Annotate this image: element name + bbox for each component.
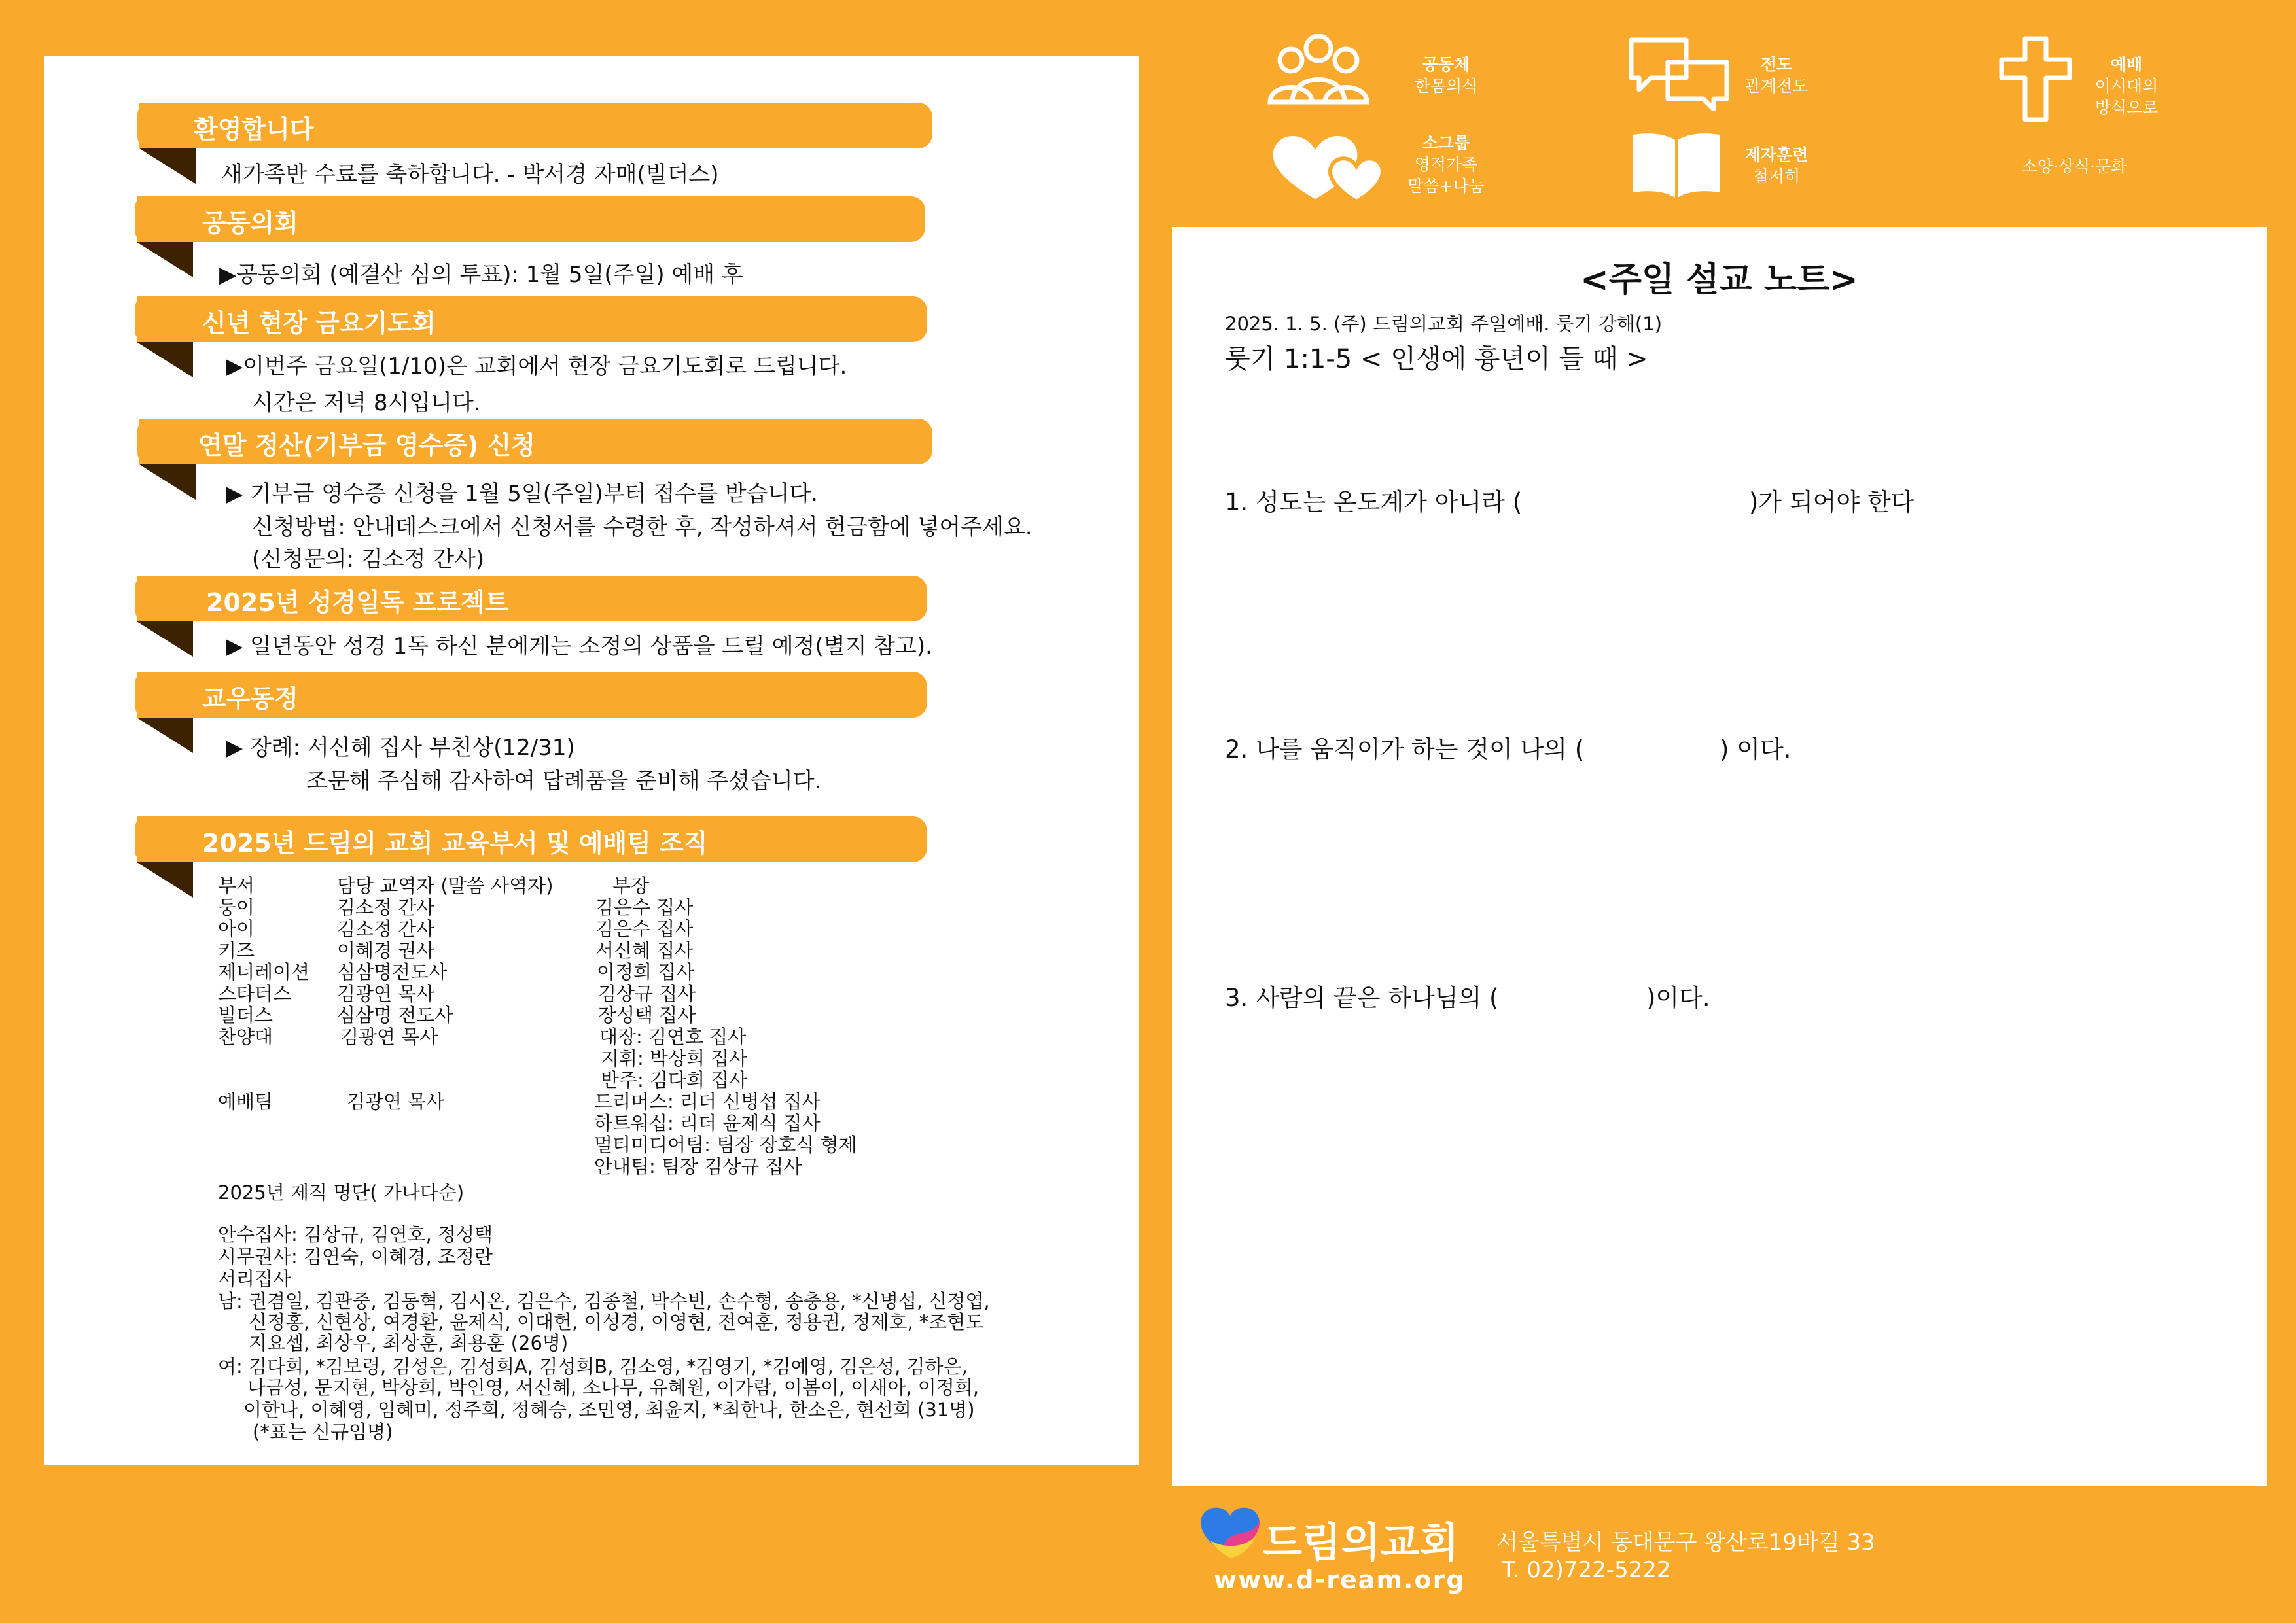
org-table-cell: 심삼명 전도사	[337, 1004, 453, 1026]
meeting-title: 공동의회	[202, 209, 298, 237]
question-3-prefix: 3. 사람의 끝은 하나님의 (	[1225, 984, 1499, 1012]
evangelism-label: 전도 관계전도	[1744, 55, 1809, 96]
book-icon	[1631, 130, 1722, 200]
org-table-cell: 반주: 김다희 집사	[601, 1069, 748, 1091]
church-name: 드림의교회	[1263, 1518, 1459, 1566]
officers-line: 남: 권겸일, 김관중, 김동혁, 김시온, 김은수, 김종철, 박수빈, 손수형, 송충용, *신병섭, 신정엽,	[218, 1290, 990, 1312]
meeting-text: ▶공동의회 (예결산 심의 투표): 1월 5일(주일) 예배 후	[219, 262, 743, 288]
church-address: 서울특별시 동대문구 왕산로19바길 33	[1496, 1529, 1875, 1556]
officers-line: 신정홍, 신현상, 여경환, 윤제식, 이대헌, 이성경, 이영현, 전여훈, 정용권, 정제호, *조현도	[249, 1311, 984, 1333]
meeting-header	[137, 196, 925, 242]
prayer-title: 신년 현장 금요기도회	[202, 309, 436, 338]
welcome-flag	[139, 148, 196, 184]
org-header	[137, 816, 927, 862]
org-table-cell: 김은수 집사	[595, 896, 694, 918]
officers-title: 2025년 제직 명단( 가나다순)	[218, 1181, 465, 1204]
question-2-suffix: ) 이다.	[1720, 735, 1792, 763]
smallgroup-label: 소그룹 영적가족 말씀+나눔	[1407, 133, 1485, 196]
news-title: 교우동정	[202, 684, 298, 713]
hearts-icon	[1268, 130, 1385, 205]
officers-line: 시무권사: 김연숙, 이혜경, 조정란	[218, 1246, 493, 1268]
question-1-suffix: )가 되어야 한다	[1749, 488, 1915, 516]
org-table-header: 부장	[612, 875, 650, 897]
meeting-flag	[137, 242, 193, 277]
org-table-cell: 심삼명전도사	[337, 961, 448, 983]
welcome-title: 환영합니다	[194, 115, 314, 144]
org-table-cell: 드리머스: 리더 신병섭 집사	[594, 1091, 821, 1113]
org-table-cell: 김광연 목사	[347, 1091, 445, 1113]
bible-title: 2025년 성경일독 프로젝트	[206, 588, 509, 617]
news-flag	[137, 718, 193, 753]
sermon-note-title: <주일 설교 노트>	[1580, 260, 1858, 300]
org-table-cell: 지휘: 박상희 집사	[601, 1047, 748, 1070]
bible-flag	[137, 621, 193, 657]
org-table-cell: 이정희 집사	[597, 961, 695, 983]
prayer-text-2: 시간은 저녁 8시입니다.	[252, 390, 481, 416]
prayer-text-1: ▶이번주 금요일(1/10)은 교회에서 현장 금요기도회로 드립니다.	[226, 353, 847, 379]
bible-text: ▶ 일년동안 성경 1독 하신 분에게는 소정의 상품을 드릴 예정(별지 참고).	[226, 633, 932, 659]
org-table-header: 담당 교역자 (말씀 사역자)	[337, 875, 554, 897]
welcome-text: 새가족반 수료를 축하합니다. - 박서경 자매(빌더스)	[221, 162, 719, 188]
culture-label: 소양·상식·문화	[2021, 157, 2127, 176]
officers-line: 서리집사	[218, 1268, 292, 1290]
question-1-prefix: 1. 성도는 온도계가 아니라 (	[1225, 488, 1523, 516]
org-table-cell: 김은수 집사	[595, 918, 694, 940]
org-table-cell: 안내팀: 팀장 김상규 집사	[594, 1155, 802, 1178]
tax-text-3: (신청문의: 김소정 간사)	[252, 546, 485, 572]
org-table-cell: 키즈	[218, 939, 255, 962]
org-table-cell: 멀티미디어팀: 팀장 장호식 형제	[594, 1134, 857, 1156]
officers-line: 나금성, 문지현, 박상희, 박인영, 서신혜, 소나무, 유혜원, 이가람, 이봄이, 이새아, 이정희,	[247, 1376, 980, 1399]
sermon-date-line: 2025. 1. 5. (주) 드림의교회 주일예배. 룻기 강해(1)	[1225, 313, 1663, 335]
org-table-cell: 장성택 집사	[598, 1004, 696, 1026]
church-logo-icon	[1197, 1503, 1263, 1560]
sermon-note-panel	[1172, 227, 2267, 1486]
question-3-suffix: )이다.	[1646, 984, 1710, 1012]
org-table-cell: 하트워십: 리더 윤제식 집사	[594, 1112, 821, 1134]
tax-text-1: ▶ 기부금 영수증 신청을 1월 5일(주일)부터 접수를 받습니다.	[226, 481, 818, 507]
tax-text-2: 신청방법: 안내데스크에서 신청서를 수령한 후, 작성하셔서 헌금함에 넣어주세요.	[252, 514, 1033, 540]
church-phone: T. 02)722-5222	[1502, 1557, 1671, 1583]
org-title: 2025년 드림의 교회 교육부서 및 예배팀 조직	[202, 829, 708, 858]
org-table-cell: 스타터스	[218, 983, 292, 1005]
news-text-1: ▶ 장례: 서신혜 집사 부친상(12/31)	[226, 735, 575, 761]
org-table-cell: 이혜경 권사	[337, 939, 435, 962]
org-table-cell: 김광연 목사	[340, 1026, 438, 1048]
officers-note: (*표는 신규임명)	[253, 1421, 393, 1443]
welcome-header	[139, 103, 932, 148]
org-table-cell: 김소정 간사	[337, 918, 435, 940]
speech-bubbles-icon	[1627, 36, 1732, 111]
news-header	[137, 672, 927, 718]
tax-flag	[139, 464, 196, 500]
community-icon	[1266, 34, 1371, 107]
tax-header	[139, 419, 932, 464]
org-table-cell: 김광연 목사	[337, 983, 435, 1005]
church-url[interactable]: www.d-ream.org	[1214, 1565, 1466, 1594]
sermon-passage: 룻기 1:1-5 < 인생에 흉년이 들 때 >	[1225, 344, 1648, 374]
news-text-2: 조문해 주심해 감사하여 답례품을 준비해 주셨습니다.	[306, 768, 822, 794]
tax-title: 연말 정산(기부금 영수증) 신청	[198, 431, 535, 460]
org-table-cell: 서신혜 집사	[595, 939, 694, 962]
org-table-cell: 예배팀	[218, 1091, 274, 1113]
org-table-cell: 아이	[218, 918, 255, 940]
worship-label: 예배 이시대의 방식으로	[2094, 55, 2159, 117]
question-2-prefix: 2. 나를 움직이가 하는 것이 나의 (	[1225, 735, 1585, 763]
community-label: 공동체 한몸의식	[1414, 55, 1478, 96]
org-table-cell: 김소정 간사	[337, 896, 435, 918]
org-table-cell: 대장: 김연호 집사	[599, 1026, 747, 1048]
cross-icon	[1999, 36, 2072, 122]
org-table-cell: 찬양대	[218, 1026, 274, 1048]
prayer-header	[137, 296, 927, 342]
officers-line: 여: 김다희, *김보령, 김성은, 김성희A, 김성희B, 김소영, *김영기, *김예영, 김은성, 김하은,	[218, 1355, 968, 1378]
discipleship-label: 제자훈련 철저히	[1744, 145, 1809, 186]
prayer-flag	[137, 342, 193, 377]
officers-line: 지요셉, 최상우, 최상훈, 최용훈 (26명)	[249, 1332, 569, 1354]
officers-line: 이한나, 이혜영, 임혜미, 정주희, 정혜승, 조민영, 최윤지, *최한나, 한소은, 현선희 (31명)	[243, 1399, 975, 1421]
org-table-cell: 김상규 집사	[598, 983, 696, 1005]
officers-line: 안수집사: 김상규, 김연호, 정성택	[218, 1223, 493, 1246]
org-table-cell: 빌더스	[218, 1004, 274, 1026]
org-table-cell: 제너레이션	[218, 961, 310, 983]
org-flag	[137, 862, 193, 898]
bible-header	[137, 576, 927, 621]
org-table-header: 부서	[218, 875, 255, 897]
org-table-cell: 둥이	[218, 896, 255, 918]
